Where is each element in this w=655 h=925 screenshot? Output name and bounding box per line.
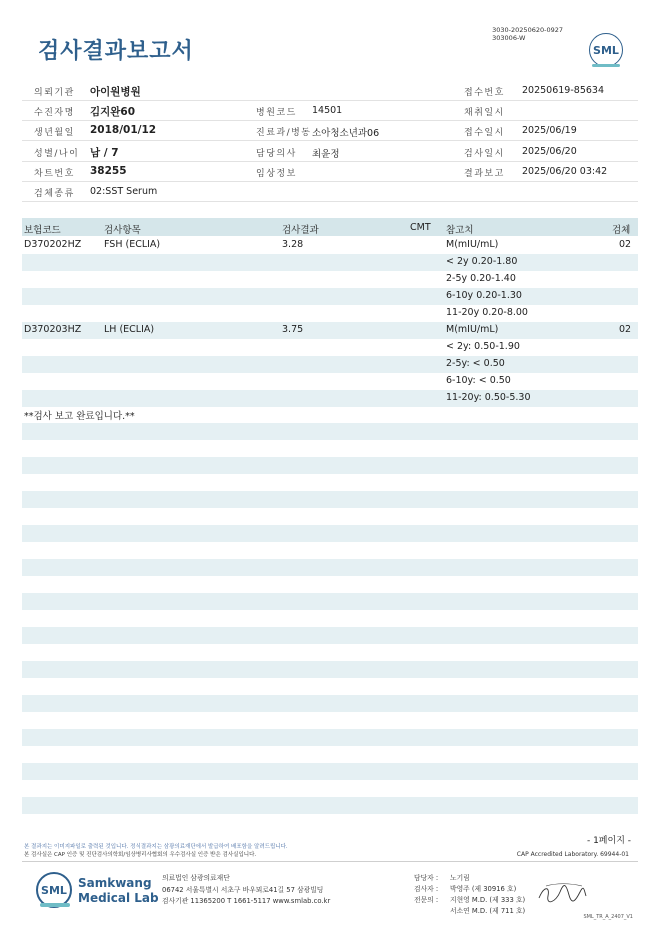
info-label: 차트번호 (34, 169, 75, 179)
info-value: 14501 (312, 105, 343, 116)
info-value: 최윤정 (312, 149, 340, 160)
empty-row-stripe (22, 559, 638, 576)
table-row (22, 237, 638, 254)
info-label: 채취일시 (464, 108, 505, 118)
empty-row-stripe (22, 763, 638, 780)
logo-accent-bar (592, 64, 620, 67)
info-row (22, 80, 638, 101)
info-value: 02:SST Serum (90, 186, 158, 197)
info-value: 김지완60 (90, 106, 136, 118)
info-row (22, 120, 638, 141)
info-label: 성별/나이 (34, 149, 80, 159)
table-row (22, 390, 638, 407)
table-row (22, 339, 638, 356)
info-value: 아이원병원 (90, 86, 141, 98)
staff-label: 검사자 : (414, 885, 439, 893)
empty-row-stripe (22, 423, 638, 440)
info-label: 담당의사 (256, 149, 297, 159)
info-label: 병원코드 (256, 108, 297, 118)
footer-divider (22, 861, 638, 862)
table-row (22, 373, 638, 390)
cell-specimen: 02 (619, 239, 632, 250)
cell-ref: < 2y 0.20-1.80 (446, 256, 518, 267)
document-id (492, 26, 563, 42)
disclaimer-2: 본 검사실은 CAP 인증 및 진단검사의학회/임상병리사협회의 우수검사실 인증 받은 검사실입니다. (24, 852, 257, 858)
cell-ref: 6-10y: < 0.50 (446, 375, 511, 386)
empty-row-stripe (22, 661, 638, 678)
col-header-ref: 참고치 (446, 225, 474, 236)
info-label: 검사일시 (464, 149, 505, 159)
sml-logo-icon: SML (589, 33, 623, 67)
form-code: SML_TR_A_2407_V1 (583, 914, 633, 920)
report-title: 검사결과보고서 (38, 39, 194, 64)
col-header-code: 보험코드 (24, 225, 61, 236)
info-value: 2018/01/12 (90, 124, 157, 136)
col-header-cmt: CMT (410, 222, 431, 233)
cell-item: LH (ECLIA) (104, 324, 155, 335)
table-row (22, 271, 638, 288)
brand-name-line-2: Medical Lab (78, 891, 159, 905)
empty-row-stripe (22, 593, 638, 610)
cell-specimen: 02 (619, 324, 632, 335)
info-label: 의뢰기관 (34, 88, 75, 98)
cell-result: 3.28 (282, 239, 304, 250)
results-table-header (22, 218, 638, 236)
cell-ref: 2-5y: < 0.50 (446, 358, 505, 369)
info-value: 38255 (90, 165, 127, 177)
cell-ref: 2-5y 0.20-1.40 (446, 273, 516, 284)
info-row (22, 181, 638, 202)
info-value: 남 / 7 (90, 147, 119, 159)
col-header-result: 검사결과 (282, 225, 319, 236)
info-label: 수진자명 (34, 108, 75, 118)
info-row (22, 141, 638, 162)
staff-value: 지현영 M.D. (제 333 호) (450, 896, 526, 904)
info-label: 임상정보 (256, 169, 297, 179)
staff-value: 박영주 (제 30916 호) (450, 885, 517, 893)
info-label: 결과보고 (464, 169, 505, 179)
table-row (22, 305, 638, 322)
empty-row-stripe (22, 525, 638, 542)
empty-row-stripe (22, 797, 638, 814)
disclaimer-1: 본 결과지는 이미지파일로 출력된 것입니다. 정식결과지는 삼광의료재단에서 발급하여 배포함을 알려드립니다. (24, 844, 288, 850)
info-label: 접수번호 (464, 88, 505, 98)
col-header-item: 검사항목 (104, 225, 141, 236)
col-header-specimen: 검체 (612, 225, 631, 236)
info-value: 20250619-85634 (522, 85, 605, 96)
table-row (22, 322, 638, 339)
info-value: 2025/06/20 (522, 146, 577, 157)
info-row (22, 161, 638, 182)
sml-footer-logo-icon: SML (36, 872, 72, 908)
cell-ref: M(mIU/mL) (446, 239, 499, 250)
staff-value: 서소연 M.D. (제 711 호) (450, 907, 526, 915)
cell-code: D370203HZ (24, 324, 82, 335)
cell-ref: 6-10y 0.20-1.30 (446, 290, 522, 301)
page-number: - 1페이지 - (586, 836, 631, 846)
info-label: 진료과/병동 (256, 128, 312, 138)
staff-label: 담당자 : (414, 874, 439, 882)
info-value: 2025/06/20 03:42 (522, 166, 608, 177)
document-id-line-1: 3030-20250620-0927 (492, 26, 563, 34)
info-label: 검체종류 (34, 189, 75, 199)
table-row (22, 356, 638, 373)
document-id-line-2: 303006-W (492, 34, 526, 42)
cell-ref: 11-20y: 0.50-5.30 (446, 392, 531, 403)
cell-result: 3.75 (282, 324, 304, 335)
empty-row-stripe (22, 695, 638, 712)
empty-row-stripe (22, 491, 638, 508)
signature-icon (536, 880, 588, 906)
cell-ref: M(mIU/mL) (446, 324, 499, 335)
info-label: 접수일시 (464, 128, 505, 138)
info-value: 소아청소년과06 (312, 128, 380, 139)
cell-ref: < 2y: 0.50-1.90 (446, 341, 520, 352)
empty-row-stripe (22, 729, 638, 746)
org-name: 의료법인 삼광의료재단 (162, 874, 230, 882)
info-row (22, 100, 638, 121)
cell-ref: 11-20y 0.20-8.00 (446, 307, 528, 318)
brand-name-line-1: Samkwang (78, 876, 152, 890)
info-label: 생년월일 (34, 128, 75, 138)
empty-row-stripe (22, 627, 638, 644)
cell-code: D370202HZ (24, 239, 82, 250)
org-contact: 검사기관 11365200 T 1661-5117 www.smlab.co.kr (162, 897, 331, 905)
org-address: 06742 서울특별시 서초구 바우뫼로41길 57 삼광빌딩 (162, 886, 324, 894)
staff-label: 전문의 : (414, 896, 439, 904)
empty-row-stripe (22, 457, 638, 474)
staff-value: 노기림 (450, 874, 470, 882)
completion-note: **검사 보고 완료입니다.** (24, 411, 135, 422)
info-value: 2025/06/19 (522, 125, 577, 136)
footer-logo-accent-bar (40, 903, 70, 907)
table-row (22, 288, 638, 305)
cap-accreditation: CAP Accredited Laboratory. 69944-01 (516, 851, 629, 858)
table-row (22, 254, 638, 271)
cell-item: FSH (ECLIA) (104, 239, 161, 250)
